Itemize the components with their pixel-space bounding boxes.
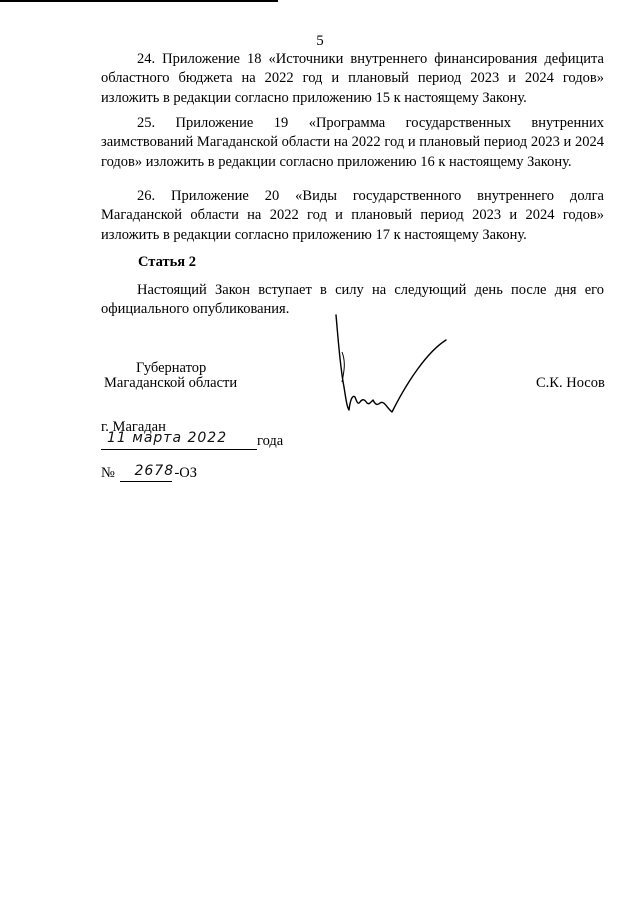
- date-field: [101, 430, 257, 450]
- date-line: [101, 430, 284, 450]
- item-26-paragraph: 26. Приложение 20 «Виды государственного внутреннего долга Магаданской области на 2022 год и плановый период 2023 и 2024 годов» изложить в редакции согласно приложению 17 к настоящему Закону.: [101, 188, 604, 243]
- city-label: г. Магадан: [101, 419, 166, 435]
- number-sign: №: [101, 465, 115, 481]
- item-24-paragraph: 24. Приложение 18 «Источники внутреннего финансирования дефицита областного бюджета на 2022 год и плановый период 2023 и 2024 годов» изложить в редакции согласно приложению 15 к настоящему Закону.: [101, 51, 604, 106]
- number-suffix: -ОЗ: [174, 465, 198, 481]
- handwritten-number: 2678: [134, 463, 175, 479]
- top-rule: [0, 0, 278, 2]
- handwritten-signature: [332, 312, 452, 417]
- page-number: 5: [316, 33, 324, 49]
- date-suffix: года: [257, 433, 284, 449]
- item-25-paragraph: 25. Приложение 19 «Программа государственных внутренних заимствований Магаданской области на 2022 год и плановый период 2023 и 2024 годов» изложить в редакции согласно приложению 16 к настоящему Закону.: [101, 115, 604, 170]
- article-heading: Статья 2: [138, 254, 196, 270]
- number-field: [120, 463, 175, 482]
- signatory-region: Магаданской области: [104, 375, 238, 391]
- law-number-line: [101, 465, 197, 482]
- signatory-name: С.К. Носов: [536, 375, 605, 391]
- signatory-title: Губернатор: [136, 360, 207, 376]
- handwritten-date: 11 марта 2022: [107, 430, 228, 446]
- article-text: Настоящий Закон вступает в силу на следующий день после дня его официального опубликования.: [101, 282, 604, 318]
